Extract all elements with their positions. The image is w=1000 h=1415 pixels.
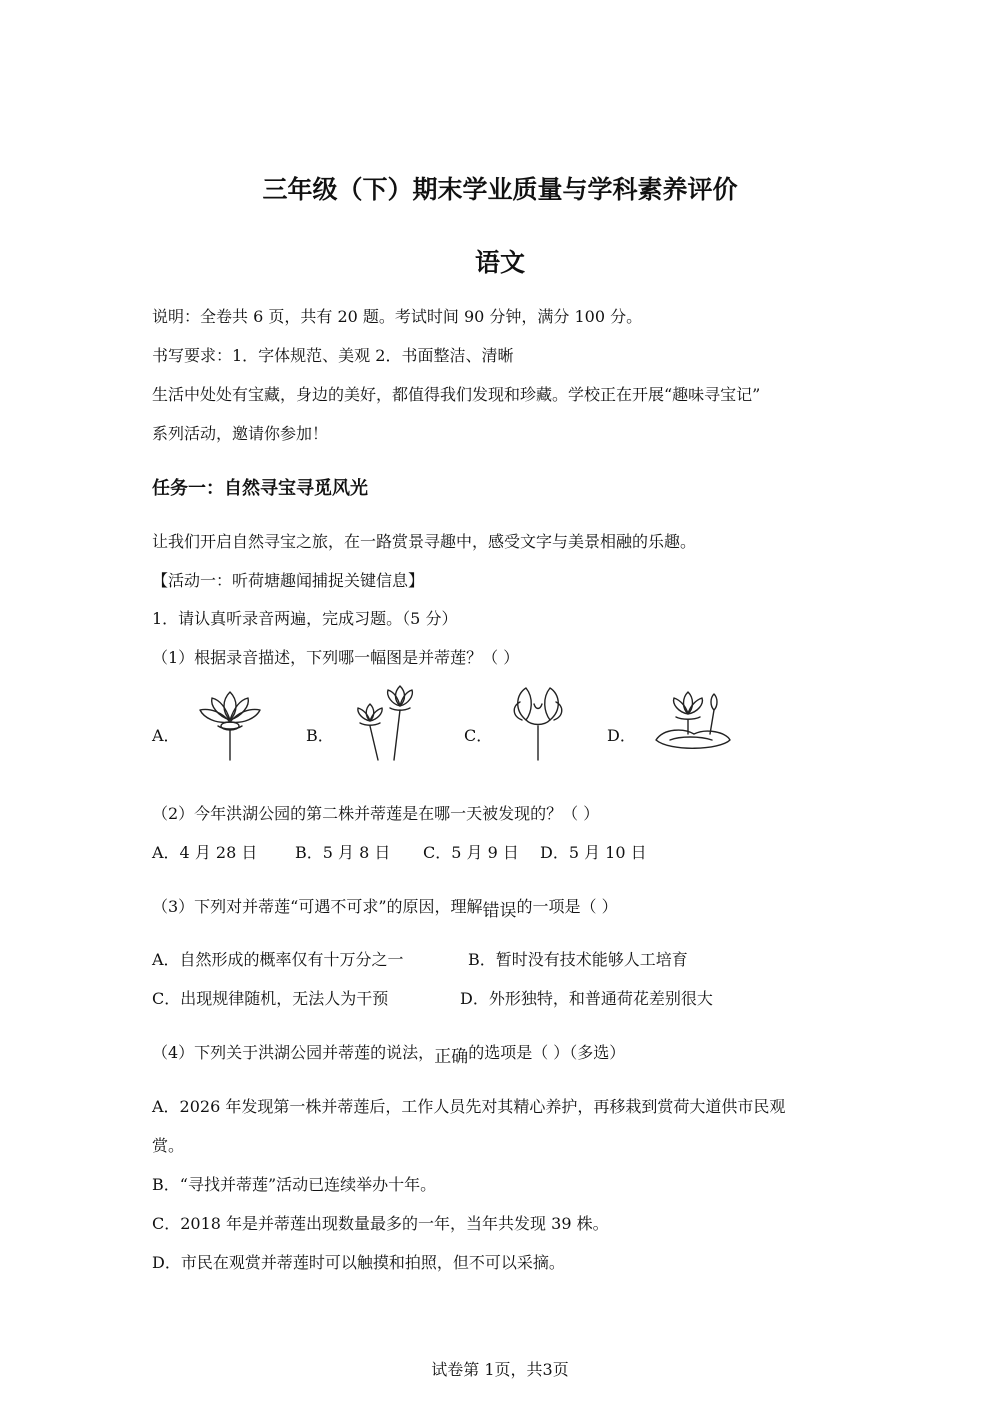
- q1-sub4-option-c: C．2018 年是并蒂莲出现数量最多的一年，当年共发现 39 株。: [152, 1214, 609, 1233]
- q1-sub2-option-c: C．5 月 9 日: [423, 843, 519, 862]
- q1-sub1-option-c-label: C．: [464, 726, 493, 745]
- q1-sub2-option-a: A．4 月 28 日: [152, 843, 258, 862]
- q1-sub1-option-b-label: B．: [306, 726, 334, 745]
- q1-sub2-option-d: D．5 月 10 日: [540, 843, 647, 862]
- q1-sub4-option-a-line2: 赏。: [152, 1136, 185, 1155]
- question-1: 1．请认真听录音两遍，完成习题。（5 分）: [152, 609, 458, 628]
- q1-sub4-emphasis: 正确: [434, 1047, 469, 1067]
- exam-title: 三年级（下）期末学业质量与学科素养评价: [262, 175, 738, 204]
- lotus-with-leaf-icon: [650, 684, 735, 756]
- q1-sub1-stem: （1）根据录音描述，下列哪一幅图是并蒂莲？（ ）: [152, 648, 520, 667]
- page-footer: 试卷第 1页，共3页: [431, 1360, 569, 1379]
- q1-sub3-option-b: B．暂时没有技术能够人工培育: [468, 950, 688, 969]
- subject-title: 语文: [474, 248, 525, 277]
- q1-sub3-option-c: C．出现规律随机，无法人为干预: [152, 989, 389, 1008]
- q1-sub2-stem: （2）今年洪湖公园的第二株并蒂莲是在哪一天被发现的？（ ）: [152, 804, 600, 823]
- q1-sub4-option-b: B．“寻找并蒂莲”活动已连续举办十年。: [152, 1175, 437, 1194]
- exam-description: 说明：全卷共 6 页，共有 20 题。考试时间 90 分钟，满分 100 分。: [152, 307, 643, 326]
- q1-sub1-option-d-label: D．: [607, 726, 636, 745]
- intro-line-2: 系列活动，邀请你参加！: [152, 424, 329, 443]
- writing-requirements: 书写要求：1．字体规范、美观 2．书面整洁、清晰: [152, 346, 514, 365]
- q1-sub4-option-a-line1: A．2026 年发现第一株并蒂莲后，工作人员先对其精心养护，再移栽到赏荷大道供市民观: [152, 1097, 786, 1116]
- lotus-single-icon: [190, 682, 270, 762]
- lotus-two-stems-icon: [348, 680, 423, 762]
- q1-sub3-emphasis: 错误: [482, 901, 517, 921]
- q1-sub3-option-d: D．外形独特，和普通荷花差别很大: [460, 989, 713, 1008]
- q1-sub4-stem-before: （4）下列关于洪湖公园并蒂莲的说法，: [152, 1043, 435, 1062]
- task1-heading: 任务一：自然寻宝寻觅风光: [152, 478, 368, 499]
- q1-sub3-stem-before: （3）下列对并蒂莲“可遇不可求”的原因，理解: [152, 897, 483, 916]
- q1-sub1-option-a-label: A．: [152, 726, 180, 745]
- q1-sub4-option-d: D．市民在观赏并蒂莲时可以触摸和拍照，但不可以采摘。: [152, 1253, 565, 1272]
- lotus-twin-bloom-icon: [504, 680, 574, 762]
- intro-line-1: 生活中处处有宝藏，身边的美好，都值得我们发现和珍藏。学校正在开展“趣味寻宝记”: [152, 385, 761, 404]
- q1-sub2-option-b: B．5 月 8 日: [295, 843, 391, 862]
- q1-sub4-stem: [152, 1038, 626, 1067]
- q1-sub3-stem-after: 的一项是（ ）: [516, 897, 618, 916]
- q1-sub3-stem: [152, 892, 618, 921]
- q1-sub4-stem-after: 的选项是（ ）（多选）: [468, 1043, 626, 1062]
- activity-heading: 【活动一：听荷塘趣闻捕捉关键信息】: [152, 571, 425, 590]
- task1-lead: 让我们开启自然寻宝之旅，在一路赏景寻趣中，感受文字与美景相融的乐趣。: [152, 532, 697, 551]
- q1-sub3-option-a: A．自然形成的概率仅有十万分之一: [152, 950, 404, 969]
